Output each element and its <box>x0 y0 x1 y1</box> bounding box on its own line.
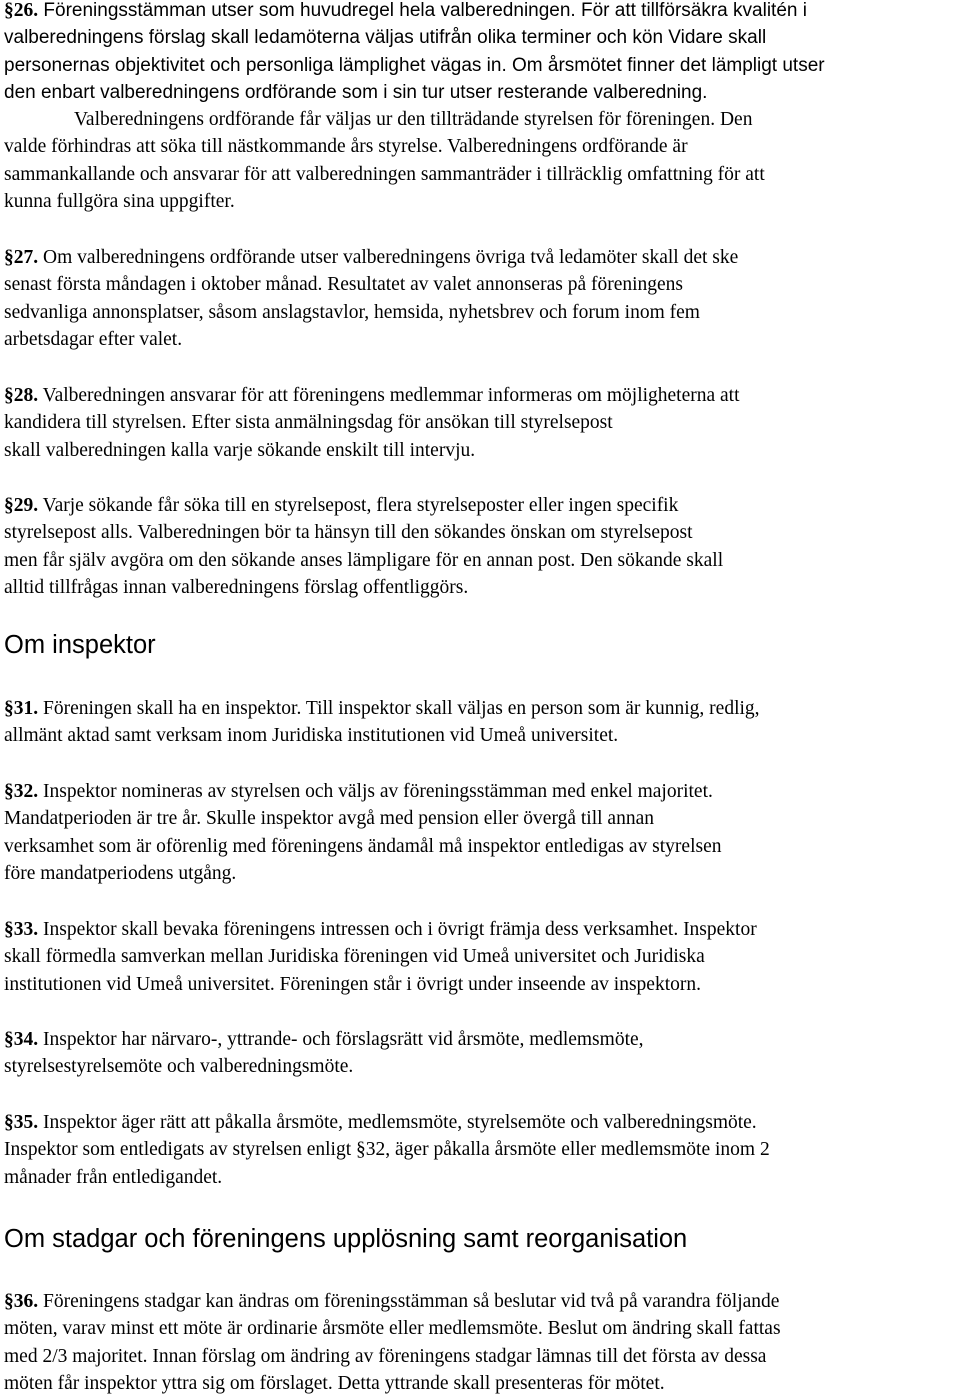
paragraph-35 <box>4 1109 956 1191</box>
paragraph-line <box>4 382 956 409</box>
paragraph-line: möten får inspektor yttra sig om förslaget. Detta yttrande skall presenteras för mötet. <box>4 1372 665 1394</box>
paragraph-text: Inspektor nomineras av styrelsen och väljs av föreningsstämman med enkel majoritet. <box>38 781 713 802</box>
paragraph-line: styrelsestyrelsemöte och valberedningsmöte. <box>4 1056 354 1078</box>
paragraph-32 <box>4 778 956 887</box>
paragraph-text: Inspektor skall bevaka föreningens intressen och i övrigt främja dess verksamhet. Inspektor <box>38 919 757 940</box>
paragraph-line <box>4 778 956 805</box>
paragraph-line: verksamhet som är oförenlig med föreningens ändamål må inspektor entledigas av styrelsen <box>4 835 722 857</box>
section-heading-stadgar: Om stadgar och föreningens upplösning samt reorganisation <box>4 1225 688 1253</box>
paragraph-line: skall valberedningen kalla varje sökande enskilt till intervju. <box>4 439 476 461</box>
paragraph-text: Varje sökande får söka till en styrelsepost, flera styrelseposter eller ingen specifik <box>38 495 679 516</box>
section-number: §36. <box>4 1291 39 1312</box>
section-number: §31. <box>4 698 39 719</box>
paragraph-line <box>4 1026 956 1053</box>
paragraph-line <box>4 0 956 24</box>
paragraph-text: Föreningens stadgar kan ändras om föreningsstämman så beslutar vid två på varandra följande <box>38 1291 780 1312</box>
paragraph-line <box>4 1109 956 1136</box>
paragraph-text: Inspektor har närvaro-, yttrande- och förslagsrätt vid årsmöte, medlemsmöte, <box>38 1029 644 1050</box>
paragraph-line <box>4 1288 956 1315</box>
paragraph-line: sedvanliga annonsplatser, såsom anslagstavlor, hemsida, nyhetsbrev och forum inom fem <box>4 301 700 323</box>
paragraph-text: Föreningen skall ha en inspektor. Till inspektor skall väljas en person som är kunnig, redlig, <box>38 698 760 719</box>
paragraph-line: Valberedningens ordförande får väljas ur den tillträdande styrelsen för föreningen. Den <box>74 109 753 131</box>
paragraph-text: Inspektor äger rätt att påkalla årsmöte, medlemsmöte, styrelsemöte och valberedningsmöte. <box>38 1112 757 1133</box>
paragraph-line <box>4 133 956 160</box>
paragraph-text: Om valberedningens ordförande utser valberedningens övriga två ledamöter skall det ske <box>38 247 739 268</box>
paragraph-text: Valberedningen ansvarar för att föreningens medlemmar informeras om möjligheterna att <box>38 385 740 406</box>
paragraph-line <box>4 52 956 79</box>
paragraph-line <box>4 244 956 271</box>
paragraph-27 <box>4 244 956 353</box>
paragraph-line: sammankallande och ansvarar för att valberedningen sammanträder i tillräcklig omfattning för att <box>4 163 765 185</box>
paragraph-line: med 2/3 majoritet. Innan förslag om ändring av föreningens stadgar lämnas till det första av dessa <box>4 1345 767 1367</box>
paragraph-33 <box>4 916 956 998</box>
paragraph-line: men får själv avgöra om den sökande anses lämpligare för en annan post. Den sökande skall <box>4 549 724 571</box>
paragraph-36 <box>4 1288 956 1397</box>
paragraph-line: kandidera till styrelsen. Efter sista anmälningsdag för ansökan till styrelsepost <box>4 412 613 434</box>
paragraph-line: den enbart valberedningens ordförande som i sin tur utser resterande valberedning. <box>4 81 708 103</box>
section-number: §34. <box>4 1029 39 1050</box>
section-number: §27. <box>4 247 39 268</box>
section-number: §29. <box>4 495 39 516</box>
paragraph-text: Om årsmötet finner det lämpligt utser <box>506 54 825 76</box>
section-number: §32. <box>4 781 39 802</box>
paragraph-line: skall förmedla samverkan mellan Juridiska föreningen vid Umeå universitet och Juridiska <box>4 946 705 968</box>
paragraph-text: personernas objektivitet och personliga lämplighet vägas in. <box>4 54 507 76</box>
paragraph-line: styrelsepost alls. Valberedningen bör ta hänsyn till den sökandes önskan om styrelsepost <box>4 522 693 544</box>
paragraph-line: arbetsdagar efter valet. <box>4 328 183 350</box>
paragraph-28 <box>4 382 956 464</box>
paragraph-line: senast första måndagen i oktober månad. Resultatet av valet annonseras på föreningens <box>4 274 684 296</box>
paragraph-line <box>4 916 956 943</box>
section-number: §33. <box>4 919 39 940</box>
paragraph-text: valde förhindras att söka till nästkommande års styrelse. <box>4 136 443 158</box>
paragraph-34 <box>4 1026 956 1081</box>
paragraph-line: kunna fullgöra sina uppgifter. <box>4 191 235 213</box>
paragraph-line: valberedningens förslag skall ledamöterna väljas utifrån olika terminer och kön Vidare skall <box>4 27 767 49</box>
paragraph-31 <box>4 695 956 750</box>
section-number: §26. <box>4 0 39 21</box>
paragraph-text: Föreningsstämman utser som huvudregel hela valberedningen. För att tillförsäkra kvalitén i <box>38 0 807 21</box>
paragraph-text: Valberedningens ordförande är <box>442 136 688 158</box>
paragraph-line: före mandatperiodens utgång. <box>4 862 237 884</box>
paragraph-line: alltid tillfrågas innan valberedningens förslag offentliggörs. <box>4 576 469 598</box>
paragraph-line: möten, varav minst ett möte är ordinarie årsmöte eller medlemsmöte. Beslut om ändring skall fattas <box>4 1318 781 1340</box>
section-number: §35. <box>4 1112 39 1133</box>
section-heading-inspektor: Om inspektor <box>4 631 156 659</box>
paragraph-line <box>4 695 956 722</box>
paragraph-26 <box>4 0 956 215</box>
paragraph-line: Inspektor som entledigats av styrelsen enligt §32, äger påkalla årsmöte eller medlemsmöte inom 2 <box>4 1139 770 1161</box>
paragraph-line: institutionen vid Umeå universitet. Föreningen står i övrigt under inseende av inspektorn. <box>4 973 701 995</box>
paragraph-line: Mandatperioden är tre år. Skulle inspektor avgå med pension eller övergå till annan <box>4 808 654 830</box>
paragraph-29 <box>4 492 956 601</box>
section-number: §28. <box>4 385 39 406</box>
paragraph-line: allmänt aktad samt verksam inom Juridiska institutionen vid Umeå universitet. <box>4 725 619 747</box>
paragraph-line <box>4 492 956 519</box>
paragraph-line: månader från entledigandet. <box>4 1166 223 1188</box>
